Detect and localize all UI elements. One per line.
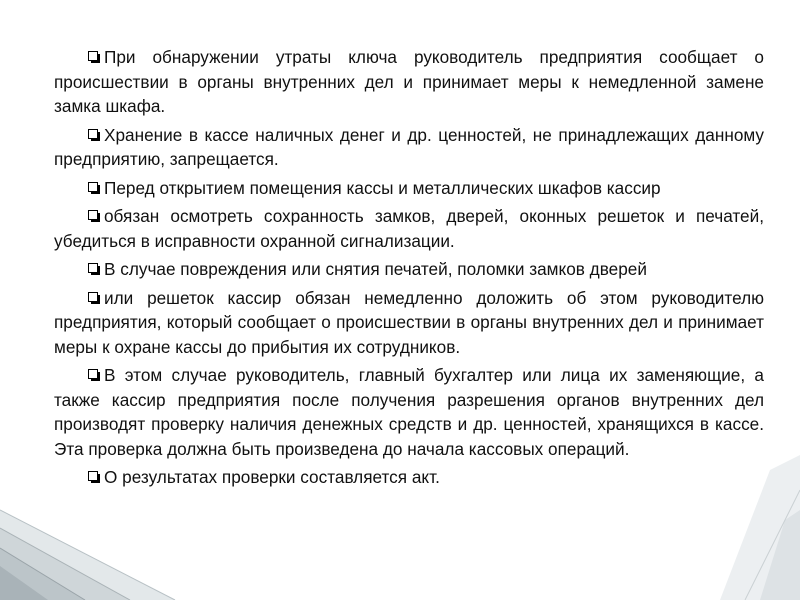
paragraph-text: В случае повреждения или снятия печатей, поломки замков дверей [104, 259, 647, 279]
paragraph-text: Хранение в кассе наличных денег и др. ценностей, не принадлежащих данному предприятию, запрещается. [54, 124, 764, 169]
square-bullet-icon [88, 51, 103, 63]
paragraph-3 [54, 176, 764, 201]
paragraph-text: обязан осмотреть сохранность замков, дверей, оконных решеток и печатей, убедиться в исправности охранной сигнализации. [54, 206, 764, 251]
paragraph-1 [54, 45, 764, 119]
paragraph-text: Перед открытием помещения кассы и металлических шкафов кассир [104, 177, 661, 198]
stripe-decoration-bottom-left [0, 510, 175, 600]
paragraph-text: О результатах проверки составляется акт. [104, 467, 440, 487]
paragraph-2 [54, 123, 764, 172]
paragraph-7 [54, 363, 764, 461]
paragraph-6 [54, 286, 764, 360]
square-bullet-icon [88, 471, 103, 483]
paragraph-text: или решеток кассир обязан немедленно доложить об этом руководителю предприятия, который сообщает о происшествии в органы внутренних дел и принимает меры к охране кассы до прибытия их сотрудников. [54, 287, 764, 357]
square-bullet-icon [88, 182, 103, 194]
square-bullet-icon [88, 210, 103, 222]
square-bullet-icon [88, 263, 103, 275]
square-bullet-icon [88, 129, 103, 141]
paragraph-text: При обнаружении утраты ключа руководитель предприятия сообщает о происшествии в органы внутренних дел и принимает меры к немедленной замене замка шкафа. [54, 47, 764, 116]
square-bullet-icon [88, 369, 103, 381]
square-bullet-icon [88, 292, 103, 304]
main-text-block [54, 45, 764, 494]
paragraph-text: В этом случае руководитель, главный бухгалтер или лица их заменяющие, а также кассир предприятия после получения разрешения органов внутренних дел производят проверку наличия денежных средств и др. ценностей, хранящихся в кассе. Эта проверка должна быть произведена до начала кассовых операций. [54, 365, 764, 459]
paragraph-5 [54, 257, 764, 282]
paragraph-4 [54, 204, 764, 253]
paragraph-8 [54, 465, 764, 490]
